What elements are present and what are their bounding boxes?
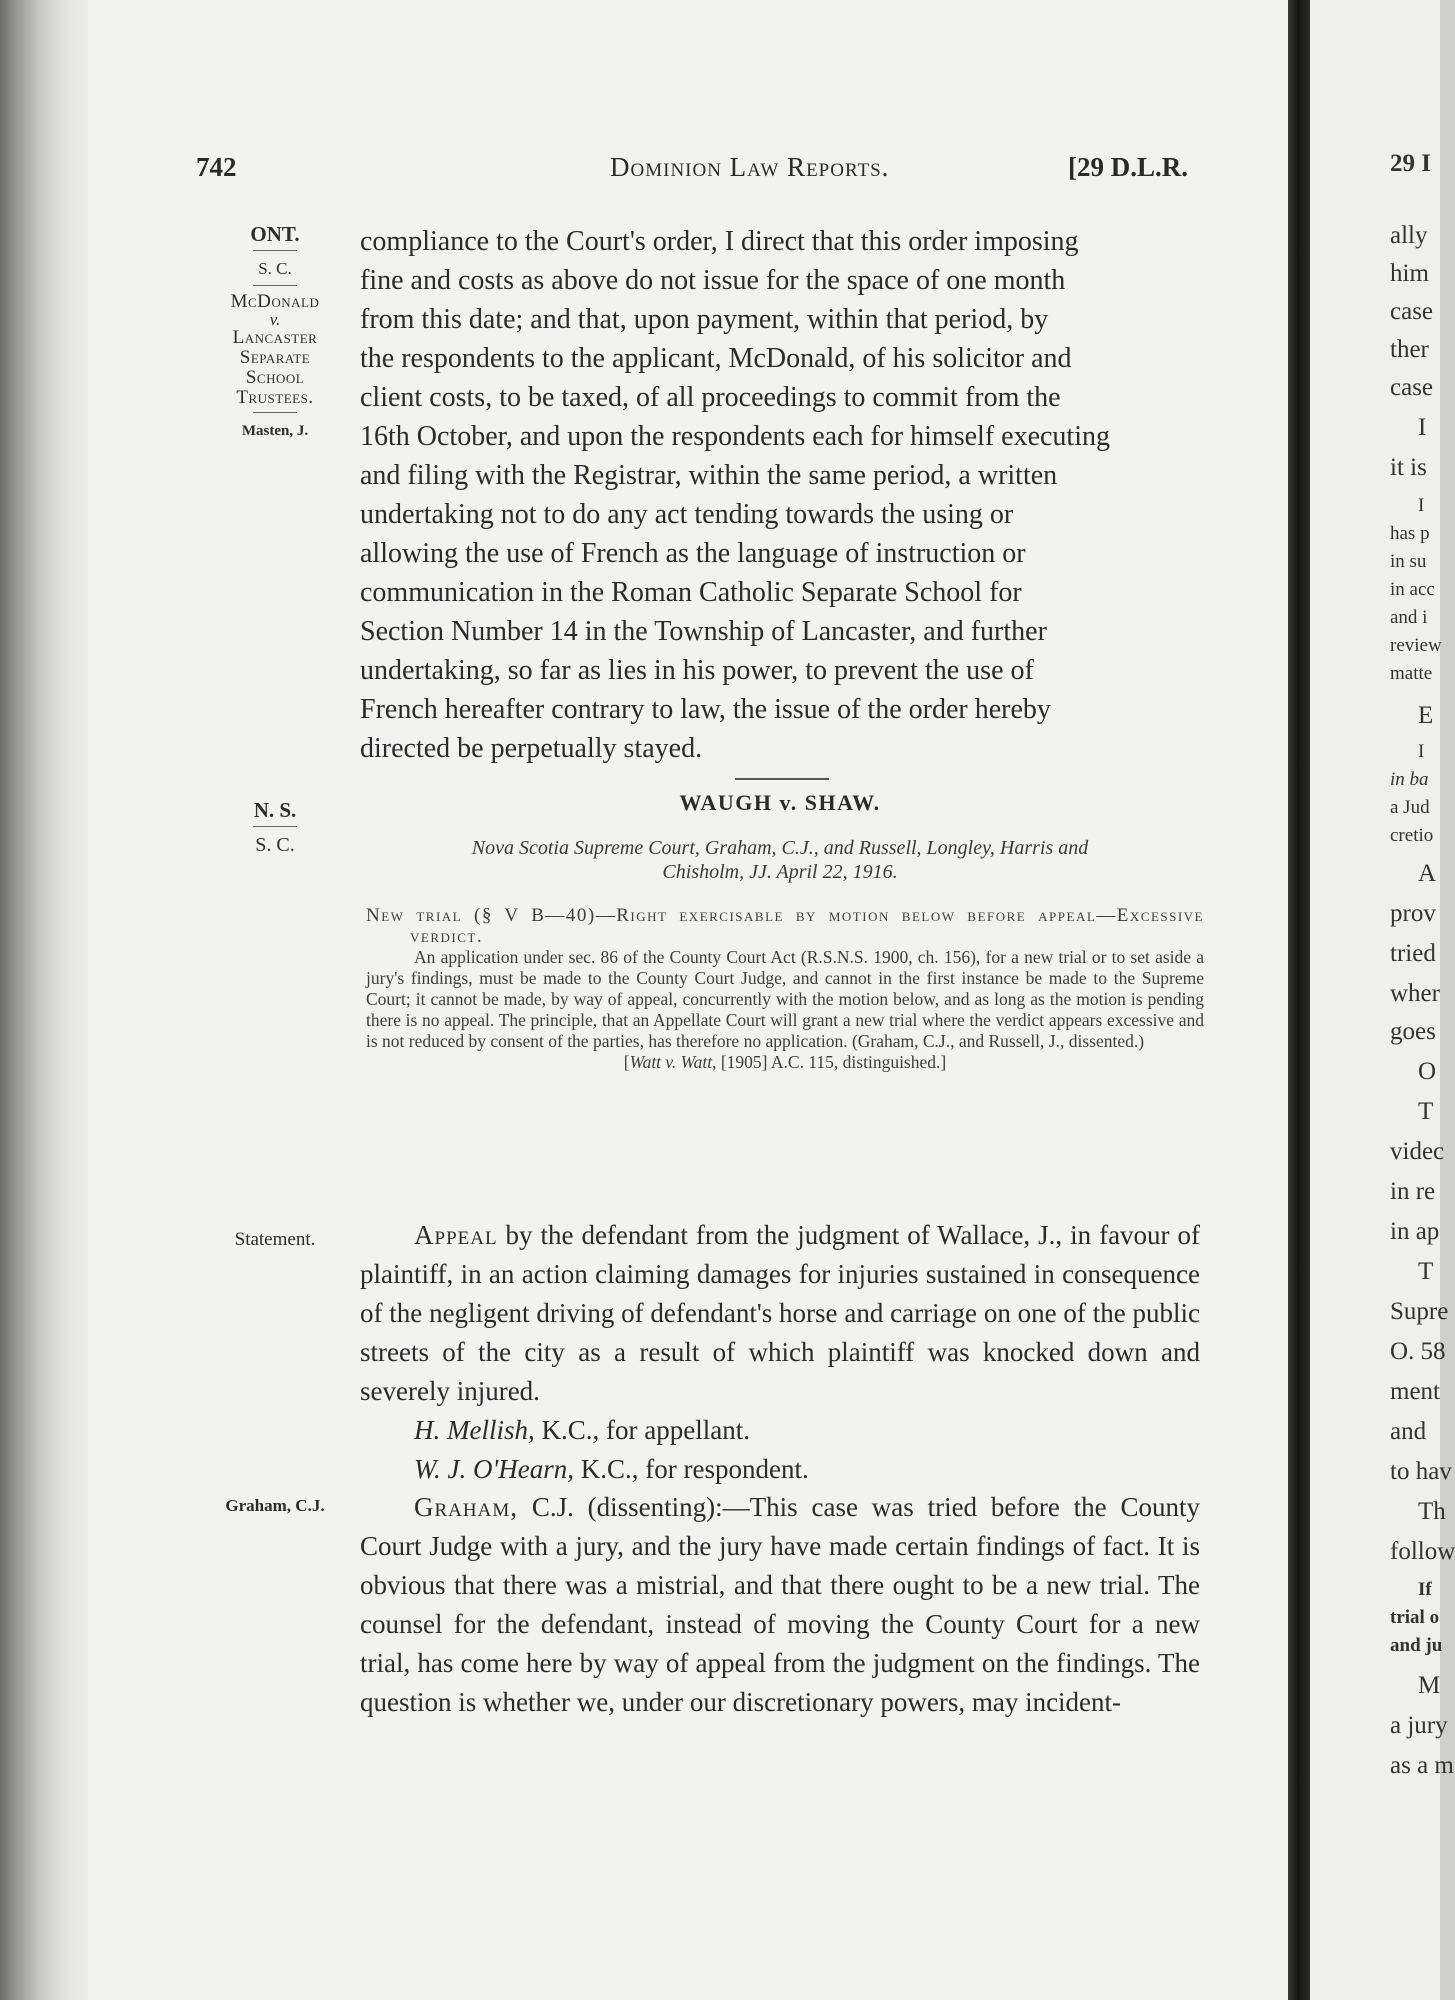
facing-line: I bbox=[1418, 741, 1425, 762]
facing-line: videc bbox=[1390, 1138, 1445, 1165]
facing-line: M bbox=[1418, 1672, 1441, 1699]
judgment-line: allowing the use of French as the language of instruction or bbox=[360, 538, 1026, 569]
facing-line: case bbox=[1390, 298, 1434, 325]
margin-court: S. C. bbox=[258, 259, 292, 278]
judgment-line: client costs, to be taxed, of all proceedings to commit from the bbox=[360, 382, 1061, 413]
margin-rule bbox=[253, 285, 297, 286]
court-and-judges bbox=[360, 836, 1200, 884]
book-gutter bbox=[1288, 0, 1310, 2000]
court-line-2: Chisholm, JJ. April 22, 1916. bbox=[662, 861, 898, 883]
facing-line: and i bbox=[1390, 607, 1428, 628]
judgment-line: from this date; and that, upon payment, within that period, by bbox=[360, 304, 1049, 335]
margin-party-1: McDonald bbox=[230, 291, 320, 312]
judgment-line: compliance to the Court's order, I direct that this order imposing bbox=[360, 226, 1079, 257]
judgment-line: the respondents to the applicant, McDonald, of his solicitor and bbox=[360, 343, 1072, 374]
margin-rule bbox=[253, 412, 297, 413]
margin-statement: Statement. bbox=[234, 1229, 316, 1250]
opinion-lead: Graham, bbox=[414, 1492, 518, 1522]
facing-page-lines bbox=[1310, 0, 1455, 2000]
counsel-1-role: K.C., for appellant. bbox=[534, 1415, 750, 1445]
facing-line: has p bbox=[1390, 523, 1430, 544]
cited-reference: [1905] A.C. 115, distinguished.] bbox=[720, 1052, 947, 1072]
margin-rule bbox=[253, 826, 297, 827]
facing-line: ally bbox=[1390, 222, 1428, 249]
facing-line: I bbox=[1418, 414, 1427, 441]
opinion-text: C.J. (dissenting):—This case was tried before the County Court Judge with a jury, and the jury have made certain findings of fact. It is obvious that there was a mistrial, and that there ought to be a new trial. The counsel for the defendant, instead of moving the County Court for a new trial, has come here by way of appeal from the judgment on the findings. The question is whether we, under our discretionary powers, may incident- bbox=[360, 1492, 1200, 1717]
counsel-2-role: K.C., for respondent. bbox=[574, 1454, 809, 1484]
running-title bbox=[610, 152, 889, 183]
facing-line: in ba bbox=[1390, 769, 1429, 790]
margin-notes-top bbox=[200, 222, 350, 443]
facing-line: in su bbox=[1390, 551, 1427, 572]
judgment-line: fine and costs as above do not issue for the space of one month bbox=[360, 265, 1066, 296]
facing-line: case bbox=[1390, 374, 1434, 401]
facing-line: a Jud bbox=[1390, 797, 1430, 818]
facing-line: A bbox=[1418, 860, 1437, 887]
statement-paragraph bbox=[360, 1216, 1200, 1411]
headnote bbox=[366, 905, 1204, 1073]
counsel-2-name: W. J. O'Hearn, bbox=[414, 1454, 575, 1484]
judgment-line: undertaking, so far as lies in his power, to prevent the use of bbox=[360, 655, 1034, 686]
statement-section bbox=[360, 1216, 1200, 1489]
margin-court: S. C. bbox=[255, 834, 295, 856]
judgment-line: communication in the Roman Catholic Separate School for bbox=[360, 577, 1022, 608]
judgment-line: 16th October, and upon the respondents each for himself executing bbox=[360, 421, 1110, 452]
facing-line: follow bbox=[1390, 1538, 1455, 1565]
margin-notes-ns bbox=[200, 798, 350, 857]
facing-line: tried bbox=[1390, 940, 1436, 967]
facing-line: O bbox=[1418, 1058, 1437, 1085]
facing-line: trial o bbox=[1390, 1607, 1440, 1628]
margin-party-2-line2: Separate bbox=[239, 347, 311, 368]
facing-line: in re bbox=[1390, 1178, 1436, 1205]
facing-line: T bbox=[1418, 1258, 1434, 1285]
facing-line: Supre bbox=[1390, 1298, 1449, 1325]
facing-line: E bbox=[1418, 702, 1434, 729]
facing-line: to hav bbox=[1390, 1458, 1452, 1485]
facing-line: and ju bbox=[1390, 1635, 1443, 1656]
opinion-paragraph bbox=[360, 1488, 1200, 1722]
statement-lead: Appeal bbox=[414, 1220, 498, 1250]
margin-province: N. S. bbox=[253, 798, 297, 822]
margin-province: ONT. bbox=[250, 222, 300, 246]
facing-line: him bbox=[1390, 260, 1429, 287]
margin-judge: Masten, J. bbox=[241, 423, 309, 439]
facing-line: it is bbox=[1390, 454, 1427, 481]
facing-line: a jury bbox=[1390, 1712, 1448, 1739]
facing-line: O. 58 bbox=[1390, 1338, 1446, 1365]
book-binding-shadow bbox=[0, 0, 100, 2000]
margin-party-2-line3: School bbox=[245, 367, 305, 388]
facing-line: review bbox=[1390, 635, 1442, 656]
facing-line: and bbox=[1390, 1418, 1427, 1445]
facing-line: cretio bbox=[1390, 825, 1434, 846]
facing-line: in acc bbox=[1390, 579, 1435, 600]
headnote-text: An application under sec. 86 of the County Court Act (R.S.N.S. 1900, ch. 156), for a new trial or to set aside a jury's findings, must be made to the County Court Judge, and cannot in the first instance be made to the Supreme Court; it cannot be made, by way of appeal, concurrently with the motion below, and as long as the motion is pending there is no appeal. The principle, that an Appellate Court will grant a new trial where the verdict appears excessive and is not reduced by consent of the parties, has therefore no application. (Graham, C.J., and Russell, J., dissented.) bbox=[366, 947, 1204, 1051]
judgment-line: directed be perpetually stayed. bbox=[360, 733, 703, 764]
margin-judge-graham: Graham, C.J. bbox=[225, 1496, 325, 1515]
margin-rule bbox=[253, 250, 297, 251]
judgment-line: undertaking not to do any act tending towards the using or bbox=[360, 499, 1014, 530]
case-title: WAUGH v. SHAW. bbox=[679, 790, 881, 815]
facing-line: ment bbox=[1390, 1378, 1440, 1405]
volume-reference: [29 D.L.R. bbox=[1068, 152, 1188, 182]
facing-line: wher bbox=[1390, 980, 1440, 1007]
page-number: 742 bbox=[196, 152, 237, 182]
cited-case: Watt v. Watt, bbox=[629, 1052, 717, 1072]
judgment-line: French hereafter contrary to law, the issue of the order hereby bbox=[360, 694, 1051, 725]
opinion-section bbox=[360, 1488, 1200, 1722]
running-title-text: Dominion Law Reports. bbox=[610, 152, 890, 182]
margin-party-2-line4: Trustees. bbox=[236, 387, 314, 408]
judgment-line: and filing with the Registrar, within the same period, a written bbox=[360, 460, 1058, 491]
court-line-1: Nova Scotia Supreme Court, Graham, C.J., and Russell, Longley, Harris and bbox=[471, 837, 1089, 859]
headnote-citation: [Watt v. Watt, [1905] A.C. 115, distinguished.] bbox=[623, 1052, 947, 1072]
facing-line: as a m bbox=[1390, 1752, 1454, 1779]
counsel-respondent bbox=[360, 1450, 1200, 1489]
facing-line: prov bbox=[1390, 900, 1436, 927]
counsel-1-name: H. Mellish, bbox=[414, 1415, 535, 1445]
counsel-appellant bbox=[360, 1411, 1200, 1450]
facing-line: T bbox=[1418, 1098, 1434, 1125]
margin-versus: v. bbox=[269, 310, 281, 329]
section-divider bbox=[735, 778, 829, 780]
facing-line: 29 I bbox=[1390, 150, 1431, 177]
facing-line: goes bbox=[1390, 1018, 1436, 1045]
facing-line: in ap bbox=[1390, 1218, 1440, 1245]
facing-line: ther bbox=[1390, 336, 1429, 363]
headnote-catchwords: New trial (§ V B—40)—Right exercisable by motion below before appeal—Excessive verdict. bbox=[366, 905, 1204, 947]
statement-text: by the defendant from the judgment of Wallace, J., in favour of plaintiff, in an action claiming damages for injuries sustained in consequence of the negligent driving of defendant's horse and carriage on one of the public streets of the city as a result of which plaintiff was knocked down and severely injured. bbox=[360, 1220, 1200, 1406]
judgment-line: Section Number 14 in the Township of Lancaster, and further bbox=[360, 616, 1047, 647]
continued-judgment bbox=[360, 222, 1200, 768]
facing-line: I bbox=[1418, 495, 1425, 516]
facing-line: matte bbox=[1390, 663, 1433, 684]
margin-party-2-line1: Lancaster bbox=[232, 327, 318, 348]
facing-line: Th bbox=[1418, 1498, 1446, 1525]
facing-line: If bbox=[1418, 1579, 1432, 1600]
